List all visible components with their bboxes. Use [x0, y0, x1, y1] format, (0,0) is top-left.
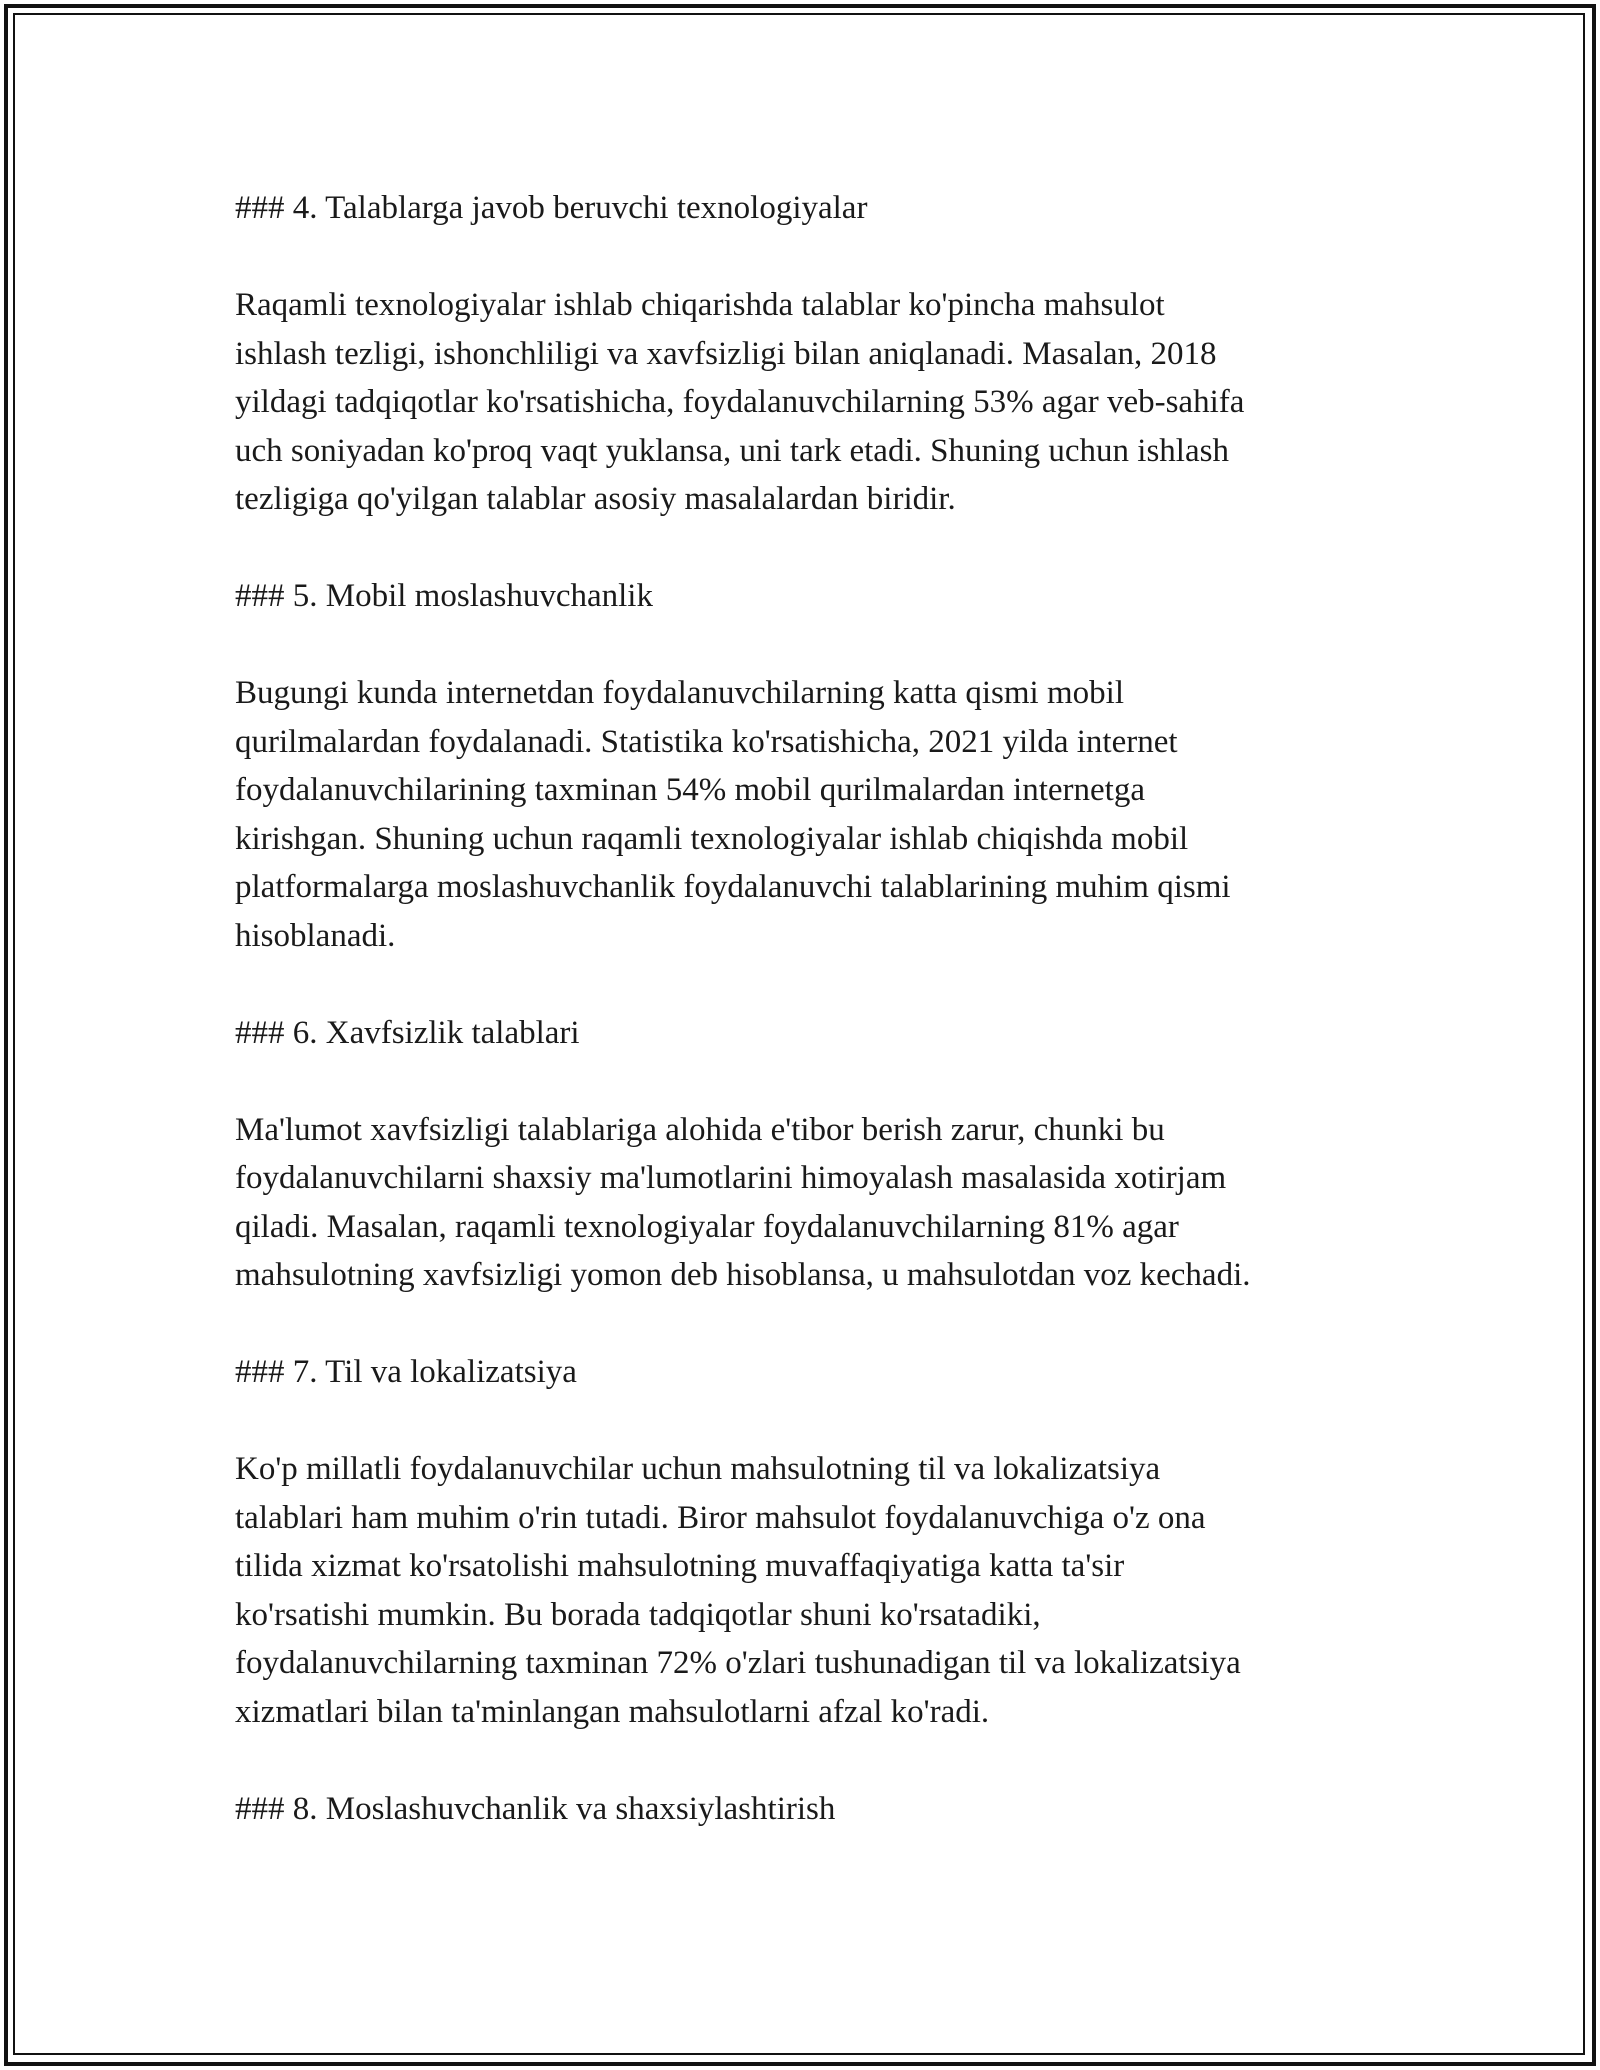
text-line: talablari ham muhim o'rin tutadi. Biror mahsulot foydalanuvchiga o'z ona: [235, 1499, 1206, 1536]
text-line: yildagi tadqiqotlar ko'rsatishicha, foydalanuvchilarning 53% agar veb-sahifa: [235, 384, 1245, 420]
section-4-paragraph: [235, 281, 1385, 524]
text-line: mahsulotning xavfsizligi yomon deb hisoblansa, u mahsulotdan voz kechadi.: [235, 1257, 1251, 1293]
text-line: qiladi. Masalan, raqamli texnologiyalar foydalanuvchilarning 81% agar: [235, 1208, 1179, 1245]
text-line: kirishgan. Shuning uchun raqamli texnologiyalar ishlab chiqishda mobil: [235, 820, 1189, 857]
section-6-heading: ### 6. Xavfsizlik talablari: [235, 1014, 580, 1051]
text-line: foydalanuvchilarni shaxsiy ma'lumotlarini himoyalash masalasida xotirjam: [235, 1160, 1227, 1196]
text-line: Raqamli texnologiyalar ishlab chiqarishda talablar ko'pincha mahsulot: [235, 287, 1165, 323]
text-line: ishlash tezligi, ishonchliligi va xavfsizligi bilan aniqlanadi. Masalan, 2018: [235, 335, 1217, 372]
section-4-heading: ### 4. Talablarga javob beruvchi texnologiyalar: [235, 190, 868, 226]
text-line: qurilmalardan foydalanadi. Statistika ko'rsatishicha, 2021 yilda internet: [235, 723, 1178, 760]
section-7-heading: ### 7. Til va lokalizatsiya: [235, 1354, 577, 1390]
section-7-paragraph: [235, 1445, 1385, 1736]
text-line: Ko'p millatli foydalanuvchilar uchun mahsulotning til va lokalizatsiya: [235, 1451, 1161, 1487]
text-line: tezligiga qo'yilgan talablar asosiy masalalardan biridir.: [235, 481, 956, 517]
text-line: Bugungi kunda internetdan foydalanuvchilarning katta qismi mobil: [235, 675, 1124, 711]
text-line: ko'rsatishi mumkin. Bu borada tadqiqotlar shuni ko'rsatadiki,: [235, 1596, 1041, 1633]
text-line: xizmatlari bilan ta'minlangan mahsulotlarni afzal ko'radi.: [235, 1693, 990, 1730]
document-body: [235, 184, 1385, 1833]
text-line: foydalanuvchilarining taxminan 54% mobil qurilmalardan internetga: [235, 772, 1145, 808]
section-6-paragraph: [235, 1106, 1385, 1300]
section-5-paragraph: [235, 669, 1385, 960]
section-5-heading: ### 5. Mobil moslashuvchanlik: [235, 578, 653, 614]
text-line: uch soniyadan ko'proq vaqt yuklansa, uni tark etadi. Shuning uchun ishlash: [235, 432, 1229, 469]
text-line: Ma'lumot xavfsizligi talablariga alohida e'tibor berish zarur, chunki bu: [235, 1111, 1165, 1148]
text-line: hisoblanadi.: [235, 917, 396, 954]
text-line: tilida xizmat ko'rsatolishi mahsulotning muvaffaqiyatiga katta ta'sir: [235, 1548, 1125, 1584]
text-line: platformalarga moslashuvchanlik foydalanuvchi talablarining muhim qismi: [235, 869, 1231, 905]
text-line: foydalanuvchilarning taxminan 72% o'zlari tushunadigan til va lokalizatsiya: [235, 1645, 1241, 1681]
section-8-heading: ### 8. Moslashuvchanlik va shaxsiylashtirish: [235, 1790, 836, 1827]
